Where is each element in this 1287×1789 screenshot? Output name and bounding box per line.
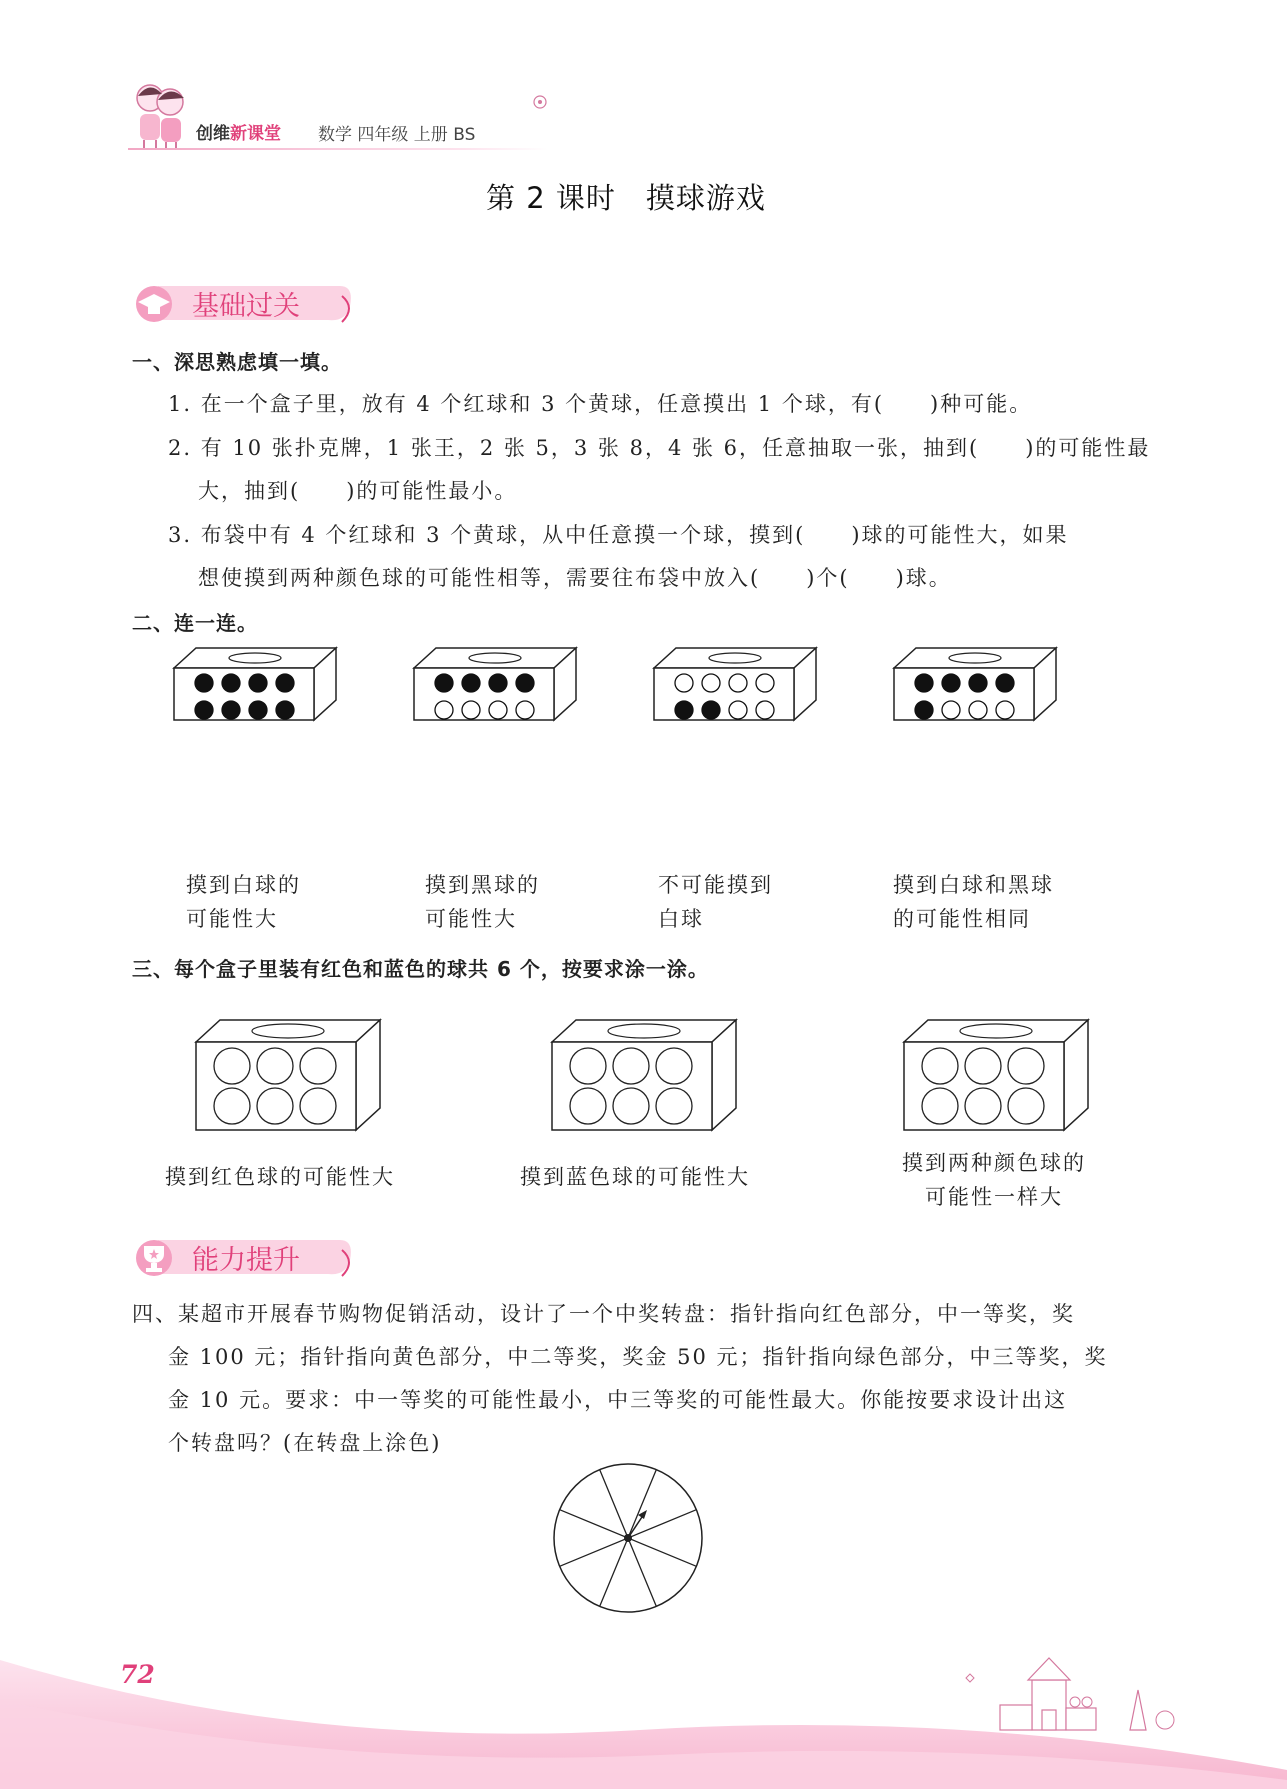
section-title-basic: 基础过关 <box>192 291 300 322</box>
flower-icon <box>530 92 550 112</box>
section-title-advanced: 能力提升 <box>192 1245 300 1276</box>
ball-white <box>675 674 693 692</box>
ball-black <box>702 701 720 719</box>
ball-black <box>249 674 267 692</box>
ball-white <box>462 701 480 719</box>
castle-decoration-icon <box>960 1650 1180 1740</box>
ball-white <box>702 674 720 692</box>
blank-ball[interactable] <box>214 1048 250 1084</box>
ball-white <box>756 674 774 692</box>
blank-ball[interactable] <box>965 1048 1001 1084</box>
q3-box-3[interactable] <box>904 1020 1088 1130</box>
header-decoration <box>128 78 190 152</box>
q3-boxes <box>190 1012 1100 1137</box>
lesson-title: 第 2 课时 摸球游戏 <box>486 181 766 215</box>
blank-ball[interactable] <box>300 1048 336 1084</box>
blank-ball[interactable] <box>257 1048 293 1084</box>
ball-white <box>489 701 507 719</box>
blank-ball[interactable] <box>300 1088 336 1124</box>
blank-ball[interactable] <box>922 1088 958 1124</box>
ball-black <box>222 674 240 692</box>
q2-label-4: 摸到白球和黑球 的可能性相同 <box>893 873 1054 931</box>
header-brand: 创维新课堂 <box>196 124 281 144</box>
question-4-line-3: 金 10 元。要求：中一等奖的可能性最小，中三等奖的可能性最大。你能按要求设计出这 <box>168 1388 1068 1412</box>
header-rule <box>128 148 548 150</box>
ball-white <box>969 701 987 719</box>
page-number: 72 <box>120 1660 155 1689</box>
ball-black <box>915 701 933 719</box>
prize-spinner[interactable] <box>550 1460 706 1616</box>
question-4-line-1: 四、某超市开展春节购物促销活动，设计了一个中奖转盘：指针指向红色部分，中一等奖，奖 <box>132 1302 1075 1326</box>
question-1-line-1: 1. 在一个盒子里，放有 4 个红球和 3 个黄球，任意摸出 1 个球，有( )种可能。 <box>168 392 1033 416</box>
ball-white <box>756 701 774 719</box>
question-1-line-5: 想使摸到两种颜色球的可能性相等，需要往布袋中放入( )个( )球。 <box>198 566 952 590</box>
blank-ball[interactable] <box>214 1088 250 1124</box>
ball-black <box>915 674 933 692</box>
q2-label-3: 不可能摸到 白球 <box>658 873 773 931</box>
ball-black <box>462 674 480 692</box>
q3-caption-3: 摸到两种颜色球的 可能性一样大 <box>902 1151 1086 1209</box>
cartoon-kids-icon <box>128 78 190 152</box>
q2-boxes <box>150 638 1090 733</box>
blank-ball[interactable] <box>570 1088 606 1124</box>
q3-caption-2: 摸到蓝色球的可能性大 <box>520 1165 750 1189</box>
ball-black <box>435 674 453 692</box>
ball-white <box>729 674 747 692</box>
question-4-line-4: 个转盘吗？(在转盘上涂色) <box>168 1431 442 1455</box>
blank-ball[interactable] <box>965 1088 1001 1124</box>
ball-black <box>222 701 240 719</box>
blank-ball[interactable] <box>613 1048 649 1084</box>
question-1-heading: 一、深思熟虑填一填。 <box>132 350 342 374</box>
question-1-line-3: 大，抽到( )的可能性最小。 <box>198 479 518 503</box>
blank-ball[interactable] <box>257 1088 293 1124</box>
ball-white <box>942 701 960 719</box>
q2-box-3 <box>654 648 816 720</box>
blank-ball[interactable] <box>656 1088 692 1124</box>
blank-ball[interactable] <box>570 1048 606 1084</box>
blank-ball[interactable] <box>613 1088 649 1124</box>
q2-box-4 <box>894 648 1056 720</box>
ball-black <box>249 701 267 719</box>
ball-white <box>729 701 747 719</box>
ball-black <box>195 674 213 692</box>
ball-black <box>276 674 294 692</box>
blank-ball[interactable] <box>922 1048 958 1084</box>
ball-white <box>996 701 1014 719</box>
question-1-line-2: 2. 有 10 张扑克牌，1 张王，2 张 5，3 张 8，4 张 6，任意抽取一张，抽到( )的可能性最 <box>168 436 1151 460</box>
ball-black <box>516 674 534 692</box>
question-1-line-4: 3. 布袋中有 4 个红球和 3 个黄球，从中任意摸一个球，摸到( )球的可能性大，如果 <box>168 523 1069 547</box>
blank-ball[interactable] <box>1008 1088 1044 1124</box>
question-3-heading: 三、每个盒子里装有红色和蓝色的球共 6 个，按要求涂一涂。 <box>132 957 709 981</box>
q3-caption-1: 摸到红色球的可能性大 <box>165 1165 395 1189</box>
ball-black <box>675 701 693 719</box>
q2-label-1: 摸到白球的 可能性大 <box>186 873 301 931</box>
ball-black <box>276 701 294 719</box>
q2-box-2 <box>414 648 576 720</box>
ball-black <box>489 674 507 692</box>
q3-box-2[interactable] <box>552 1020 736 1130</box>
ball-white <box>516 701 534 719</box>
ball-black <box>195 701 213 719</box>
ball-black <box>942 674 960 692</box>
question-2-heading: 二、连一连。 <box>132 611 258 635</box>
blank-ball[interactable] <box>656 1048 692 1084</box>
q2-box-1 <box>174 648 336 720</box>
q3-box-1[interactable] <box>196 1020 380 1130</box>
blank-ball[interactable] <box>1008 1048 1044 1084</box>
spinner-hub <box>624 1534 632 1542</box>
question-4-line-2: 金 100 元；指针指向黄色部分，中二等奖，奖金 50 元；指针指向绿色部分，中三等奖，奖 <box>168 1345 1108 1369</box>
q2-label-2: 摸到黑球的 可能性大 <box>425 873 540 931</box>
ball-white <box>435 701 453 719</box>
ball-black <box>996 674 1014 692</box>
header-book-info: 数学 四年级 上册 BS <box>318 125 476 145</box>
ball-black <box>969 674 987 692</box>
